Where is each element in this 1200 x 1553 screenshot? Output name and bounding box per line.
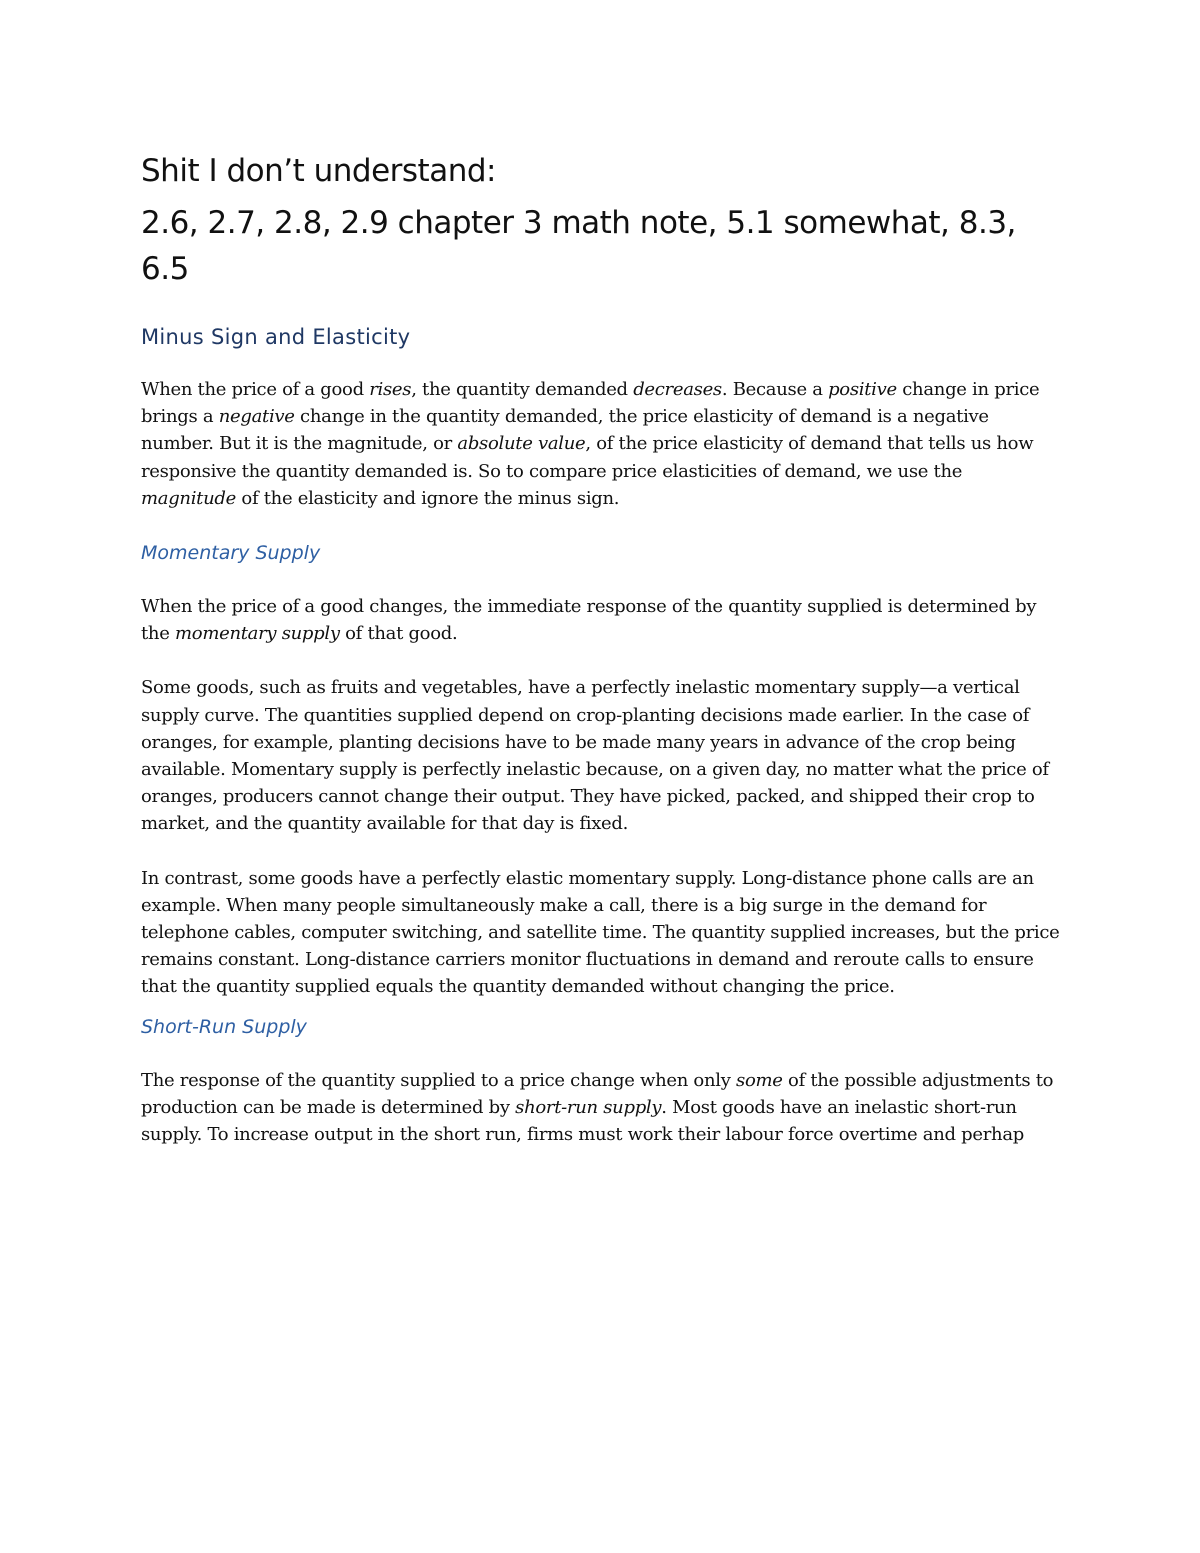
text-run: of the elasticity and ignore the minus sign. — [235, 487, 620, 509]
text-run: , of the price elasticity of demand that tells us how responsive the quantity demanded is. So to compare price elasticities of demand, we use the — [141, 433, 1034, 482]
text-run: . Most goods have an inelastic short-run supply. To increase output in the short run, firms must work their labour force overtime and perhap — [141, 1096, 1024, 1146]
paragraph-elastic-supply: In contrast, some goods have a perfectly elastic momentary supply. Long-distance phone calls are an example. When many people simultaneously make a call, there is a big surge in the demand for telephone cables, computer switching, and satellite time. The quantity supplied increases, but the price remains constant. Long-distance carriers monitor fluctuations in demand and reroute calls to ensure that the quantity supplied equals the quantity demanded without changing the price. — [141, 867, 1060, 998]
text-run: of that good. — [339, 623, 458, 645]
emphasis-text: positive — [828, 379, 897, 400]
emphasis-text: decreases — [633, 379, 722, 400]
text-run: , the quantity demanded — [411, 379, 634, 400]
text-run: change in price brings a — [141, 379, 1040, 428]
document-subtitle: 2.6, 2.7, 2.8, 2.9 chapter 3 math note, 5.1 somewhat, 8.3, 6.5 — [141, 205, 1016, 287]
emphasis-text: short-run supply — [515, 1096, 662, 1118]
paragraph-short-run-supply — [141, 1067, 1061, 1149]
section-heading-momentary-supply: Momentary Supply — [141, 542, 321, 565]
emphasis-text: negative — [218, 406, 295, 428]
emphasis-text: magnitude — [141, 487, 236, 509]
text-run: change in the quantity demanded, the price elasticity of demand is a negative number. But it is the magnitude, or — [141, 406, 989, 455]
emphasis-text: some — [736, 1069, 783, 1091]
section-heading-minus-sign: Minus Sign and Elasticity — [141, 325, 411, 349]
emphasis-text: absolute value — [457, 433, 586, 455]
paragraph-minus-sign — [141, 376, 1061, 512]
section-heading-short-run-supply: Short-Run Supply — [141, 1015, 307, 1038]
text-run: When the price of a good — [141, 379, 370, 400]
text-run: . Because a — [721, 379, 829, 400]
text-run: When the price of a good changes, the immediate response of the quantity supplied is determined by the — [141, 596, 1037, 645]
emphasis-text: momentary supply — [175, 623, 340, 645]
paragraph-momentary-supply-intro — [141, 593, 1061, 647]
document-body — [141, 148, 1061, 1175]
document-title: Shit I don’t understand: — [141, 153, 496, 189]
text-run: of the possible adjustments to production can be made is determined by — [141, 1069, 1054, 1118]
paragraph-inelastic-supply: Some goods, such as fruits and vegetables, have a perfectly inelastic momentary supply—a vertical supply curve. The quantities supplied depend on crop-planting decisions made earlier. In the case of oranges, for example, planting decisions have to be made many years in advance of the crop being available. Momentary supply is perfectly inelastic because, on a given day, no matter what the price of oranges, producers cannot change their output. They have picked, packed, and shipped their crop to market, and the quantity available for that day is fixed. — [141, 677, 1049, 835]
text-run: The response of the quantity supplied to a price change when only — [141, 1069, 737, 1091]
emphasis-text: rises — [369, 379, 412, 400]
